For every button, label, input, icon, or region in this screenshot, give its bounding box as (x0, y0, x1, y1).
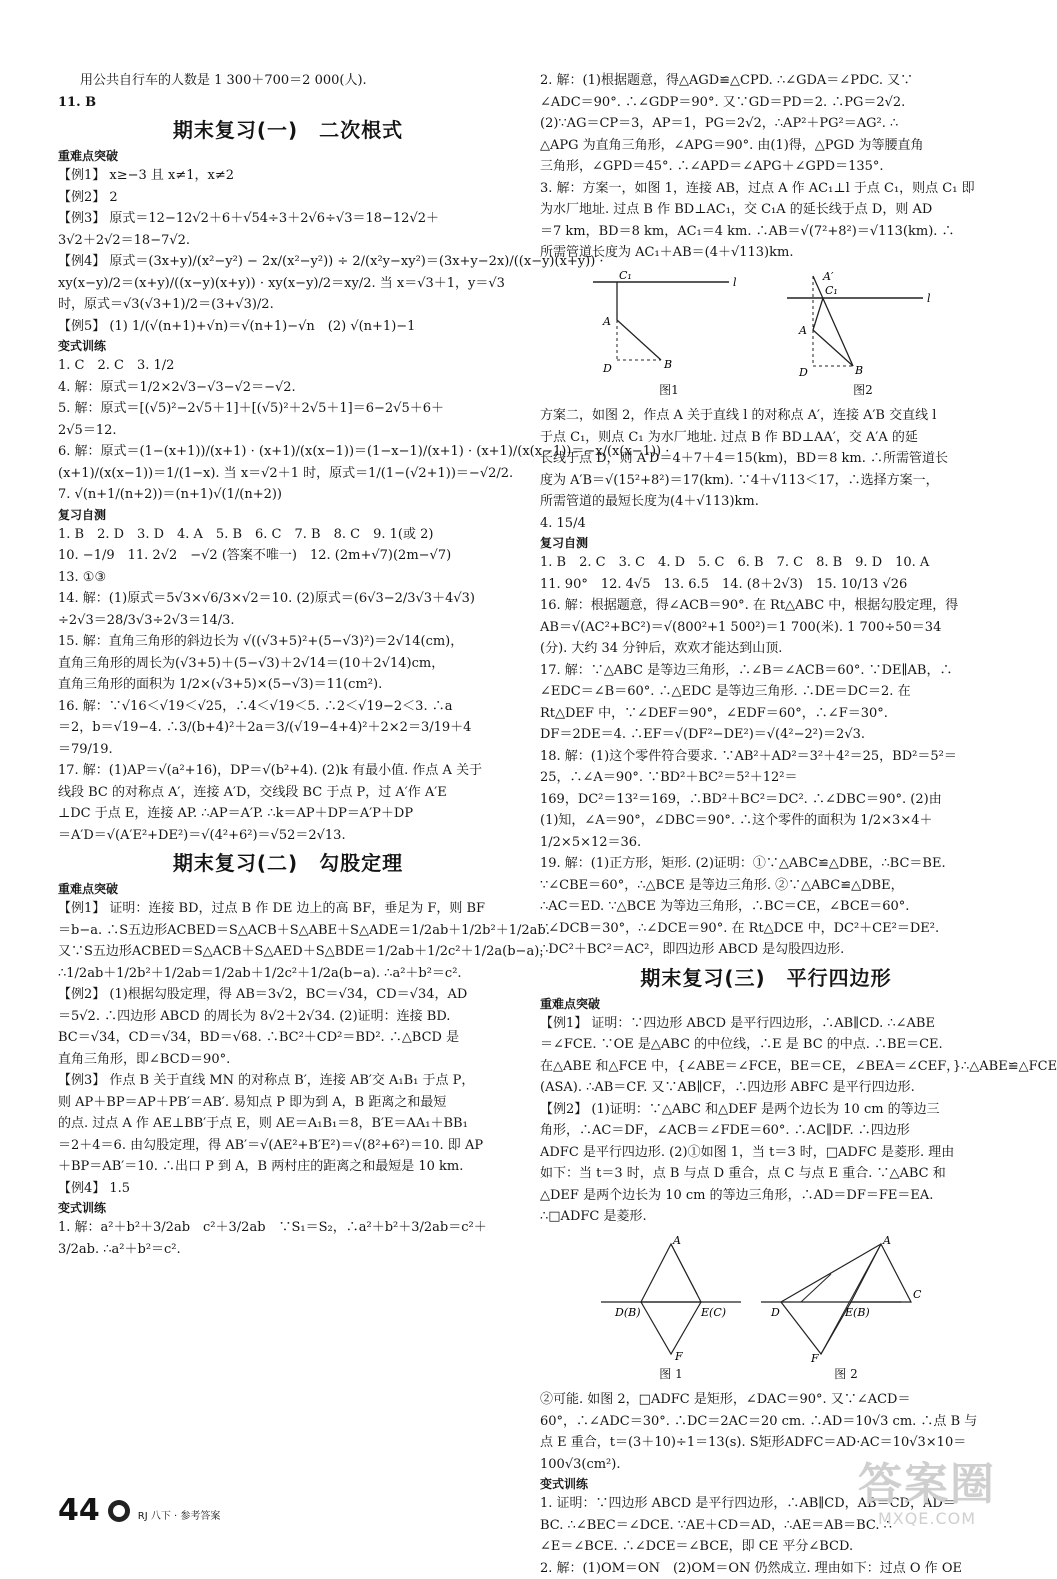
label-f: F (674, 1350, 683, 1363)
label-a: A (882, 1234, 891, 1247)
text-line: 时，原式＝√3(√3+1)/2＝(3+√3)/2. (58, 294, 518, 316)
label-e-b: E(B) (844, 1306, 870, 1319)
text-line: 所需管道长度为 AC₁＋AB＝(4＋√113)km. (540, 242, 992, 264)
rhombus-diagram (601, 1234, 741, 1364)
text-line: 度为 A′B＝√(15²+8²)＝17(km). ∵4＋√113＜17，∴选择方案一， (540, 470, 992, 492)
text-line: 角形，∴AC＝DF，∠ACB＝∠FDE＝60°. ∴AC∥DF. ∴四边形 (540, 1120, 992, 1142)
text-line: 【例2】 (1)根据勾股定理，得 AB＝3√2，BC＝√34，CD＝√34，AD (58, 984, 518, 1006)
rectangle-diagram (761, 1234, 931, 1364)
label-c1: C₁ (619, 269, 632, 282)
section-title-2: 期末复习(二) 勾股定理 (58, 848, 518, 878)
text-line: ＝2，b＝√19−4. ∴3/(b+4)²＋2a＝3/(√19−4+4)²＋2×2＝3/19＋4 (58, 717, 518, 739)
subheading: 变式训练 (540, 1475, 992, 1493)
text-line: 点 E 重合，t＝(3＋10)÷1＝13(s). S矩形ADFC＝AD·AC＝10√3×10＝ (540, 1432, 992, 1454)
text-line: 【例1】 证明：∵四边形 ABCD 是平行四边形，∴AB∥CD. ∴∠ABE (540, 1013, 992, 1035)
label-b: B (663, 358, 672, 371)
text-line: (1)知，∠A＝90°，∠DBC＝90°. ∴这个零件的面积为 1/2×3×4＋ (540, 810, 992, 832)
text-line: ＝79/19. (58, 739, 518, 761)
page-footer (58, 1496, 220, 1526)
text-line: ＝7 km，BD＝8 km，AC₁＝4 km. ∴AB＝√(7²+8²)＝√113(km). ∴ (540, 221, 992, 243)
text-line: ADFC 是平行四边形. (2)①如图 1，当 t＝3 时，□ADFC 是菱形. 理由 (540, 1142, 992, 1164)
text-line: xy(x−y)/2＝(x+y)/((x−y)(x+y)) · xy(x−y)/2＝xy/2. 当 x＝√3＋1，y＝√3 (58, 273, 518, 295)
label-b: B (854, 364, 863, 377)
figure-triangles-2 (761, 1234, 931, 1386)
text-line: 6. 解：原式＝(1−(x+1))/(x+1) · (x+1)/(x(x−1))＝(1−x−1)/(x+1) · (x+1)/(x(x−1))＝−x/(x(x−1)) · (58, 441, 518, 463)
right-body-1 (540, 70, 992, 264)
figure-g1-caption: 图 1 (601, 1364, 741, 1386)
text-line: 【例5】 (1) 1/(√(n+1)+√n)＝√(n+1)−√n (2) √(n+1)−1 (58, 316, 518, 338)
text-line: 【例1】 证明：连接 BD，过点 B 作 DE 边上的高 BF，垂足为 F，则 BF (58, 898, 518, 920)
label-e-c: E(C) (700, 1306, 726, 1319)
text-line: (分). 大约 34 分钟后，欢欢才能达到山顶. (540, 638, 992, 660)
figure-1-caption: 图1 (589, 380, 749, 402)
text-line: 1. 证明：∵四边形 ABCD 是平行四边形，∴AB∥CD，AB＝CD，AD＝ (540, 1493, 992, 1515)
text-line: 直角三角形的周长为(√3+5)＋(5−√3)＋2√14＝(10＋2√14)cm， (58, 653, 518, 675)
text-line: 又∵S五边形ACBED＝S△ACB＋S△AED＋S△BDE＝1/2ab＋1/2c²＋1/2a(b−a)， (58, 941, 518, 963)
label-c1: C₁ (825, 284, 838, 297)
text-line: ∠E＝∠BCE. ∴∠DCE＝∠BCE，即 CE 平分∠BCD. (540, 1536, 992, 1558)
text-line: △DEF 是两个边长为 10 cm 的等边三角形，∴AD＝DF＝FE＝EA. (540, 1185, 992, 1207)
text-line: ＝5√2. ∴四边形 ABCD 的周长为 8√2＋2√34. (2)证明：连接 BD. (58, 1006, 518, 1028)
figure-1-scheme-one (589, 270, 749, 402)
water-plant-diagram-2 (783, 270, 943, 380)
text-line: ＝A′D＝√(A′E²+DE²)＝√(4²+6²)＝√52＝2√13. (58, 825, 518, 847)
text-line: 方案二，如图 2，作点 A 关于直线 l 的对称点 A′，连接 A′B 交直线 l (540, 405, 992, 427)
text-line: 11. 90° 12. 4√5 13. 6.5 14. (8＋2√3) 15. 10/13 √26 (540, 574, 992, 596)
text-line: 【例3】 作点 B 关于直线 MN 的对称点 B′，连接 AB′交 A₁B₁ 于点 P， (58, 1070, 518, 1092)
right-column (540, 70, 992, 1579)
section-3-body-1 (540, 995, 992, 1228)
text-line: 【例2】 2 (58, 187, 518, 209)
text-line: 则 AP＋BP＝AP＋PB′＝AB′. 易知点 P 即为到 A，B 距离之和最短 (58, 1092, 518, 1114)
label-a: A (602, 315, 611, 328)
footer-text: RJ 八下 · 参考答案 (138, 1507, 221, 1522)
figure-2-caption: 图2 (783, 380, 943, 402)
text-line: 1. B 2. D 3. D 4. A 5. B 6. C 7. B 8. C 9. 1(或 2) (58, 524, 518, 546)
text-line: 4. 解：原式＝1/2×2√3−√3−√2＝−√2. (58, 377, 518, 399)
text-line: 3. 解：方案一，如图 1，连接 AB，过点 A 作 AC₁⊥l 于点 C₁，则点 C₁ 即 (540, 178, 992, 200)
text-line: 3/2ab. ∴a²＋b²＝c². (58, 1239, 518, 1261)
subheading: 复习自测 (540, 534, 992, 552)
label-a: A (798, 324, 807, 337)
text-line: ②可能. 如图 2，□ADFC 是矩形，∠DAC＝90°. 又∵∠ACD＝ (540, 1389, 992, 1411)
label-l: l (733, 276, 737, 289)
water-plant-diagram-1 (589, 270, 749, 380)
label-a-prime: A′ (822, 270, 834, 283)
subheading: 复习自测 (58, 506, 518, 524)
text-line: (2)∵AG＝CP＝3，AP＝1，PG＝2√2，∴AP²＋PG²＝AG². ∴ (540, 113, 992, 135)
text-line: 2. 解：(1)根据题意，得△AGD≌△CPD. ∴∠GDA＝∠PDC. 又∵ (540, 70, 992, 92)
section-1-body (58, 147, 518, 846)
text-line: 的点. 过点 A 作 AE⊥BB′于点 E，则 AE＝A₁B₁＝8，B′E＝AA₁＋BB₁ (58, 1113, 518, 1135)
text-line: 10. −1/9 11. 2√2 −√2 (答案不唯一) 12. (2m+√7)(2m−√7) (58, 545, 518, 567)
text-line: 直角三角形，即∠BCD＝90°. (58, 1049, 518, 1071)
subheading: 变式训练 (58, 337, 518, 355)
text-line: 4. 15/4 (540, 513, 992, 535)
label-d-b: D(B) (614, 1306, 641, 1319)
text-line: 在△ABE 和△FCE 中，{∠ABE＝∠FCE，BE＝CE，∠BEA＝∠CEF，}∴△ABE≌△FCE (540, 1056, 992, 1078)
section-title-3: 期末复习(三) 平行四边形 (540, 963, 992, 993)
text-line: 7. √(n+1/(n+2))＝(n+1)√(1/(n+2)) (58, 484, 518, 506)
text-line: 【例4】 原式＝(3x+y)/(x²−y²) − 2x/(x²−y²)) ÷ 2/(x²y−xy²)＝(3x+y−2x)/((x−y)(x+y)) · (58, 251, 518, 273)
mascot-icon (108, 1500, 130, 1522)
text-line: 18. 解：(1)这个零件符合要求. ∵AB²＋AD²＝3²＋4²＝25，BD²＝5²＝ (540, 746, 992, 768)
text-line: AB＝√(AC²+BC²)＝√(800²+1 500²)＝1 700(米). 1 700÷50＝34 (540, 617, 992, 639)
text-line: 为水厂地址. 过点 B 作 BD⊥AC₁，交 C₁A 的延长线于点 D，则 AD (540, 199, 992, 221)
text-line: 25，∴∠A＝90°. ∵BD²＋BC²＝5²＋12²＝ (540, 767, 992, 789)
watermark-url: MXQE.COM (858, 1509, 996, 1528)
label-f: F (810, 1352, 819, 1365)
figure-triangles-1 (601, 1234, 741, 1386)
watermark-logo: 答案圈 (858, 1461, 996, 1509)
text-line: ∴DC²＋BC²＝AC²，即四边形 ABCD 是勾股四边形. (540, 939, 992, 961)
section-2-body (58, 880, 518, 1260)
label-d: D (798, 366, 808, 379)
section-title-1: 期末复习(一) 二次根式 (58, 115, 518, 145)
text-line: Rt△DEF 中，∵∠DEF＝90°，∠EDF＝60°，∴∠F＝30°. (540, 703, 992, 725)
figure-2-scheme-two (783, 270, 943, 402)
text-line: 169，DC²＝13²＝169，∴BD²＋BC²＝DC². ∴∠DBC＝90°. (2)由 (540, 789, 992, 811)
label-c: C (913, 1288, 922, 1301)
text-line: 3√2＋2√2＝18−7√2. (58, 230, 518, 252)
text-line: (x+1)/(x(x−1))＝1/(1−x). 当 x＝√2＋1 时，原式＝1/(1−(√2+1))＝−√2/2. (58, 463, 518, 485)
figure-row-1 (540, 270, 992, 402)
text-line: 1. B 2. C 3. C 4. D 5. C 6. B 7. C 8. B 9. D 10. A (540, 552, 992, 574)
text-line: 长线于点 D，则 A′D＝4＋7＋4＝15(km)，BD＝8 km. ∴所需管道长 (540, 448, 992, 470)
text-line: 2. 解：(1)OM＝ON (2)OM＝ON 仍然成立. 理由如下：过点 O 作 OE (540, 1558, 992, 1579)
text-line: BC. ∴∠BEC＝∠DCE. ∵AE＋CD＝AD，∴AE＝AB＝BC. ∴ (540, 1515, 992, 1537)
subheading: 重难点突破 (58, 147, 518, 165)
text-line: 13. ①③ (58, 567, 518, 589)
text-line: BC＝√34，CD＝√34，BD＝√68. ∴BC²＋CD²＝BD². ∴△BCD 是 (58, 1027, 518, 1049)
text-line: 三角形，∠GPD＝45°. ∴∠APD＝∠APG＋∠GPD＝135°. (540, 156, 992, 178)
text-line: 15. 解：直角三角形的斜边长为 √((√3+5)²+(5−√3)²)＝2√14(cm)， (58, 631, 518, 653)
text-line: ＋BP＝AB′＝10. ∴出口 P 到 A，B 两村庄的距离之和最短是 10 km. (58, 1156, 518, 1178)
text-line: ∴AC＝ED. ∵△BCE 为等边三角形，∴BC＝CE，∠BCE＝60°. (540, 896, 992, 918)
figure-g2-caption: 图 2 (761, 1364, 931, 1386)
text-line: 1. 解：a²＋b²＋3/2ab c²＋3/2ab ∵S₁＝S₂，∴a²＋b²＋3/2ab＝c²＋ (58, 1217, 518, 1239)
text-line: 【例4】 1.5 (58, 1178, 518, 1200)
text-line: 1/2×5×12＝36. (540, 832, 992, 854)
text-line: ÷2√3＝28/3√3÷2√3＝14/3. (58, 610, 518, 632)
text-line: 2√5＝12. (58, 420, 518, 442)
text-line: 17. 解：∵△ABC 是等边三角形，∴∠B＝∠ACB＝60°. ∵DE∥AB，∴ (540, 660, 992, 682)
text-line: 【例1】 x≥−3 且 x≠1，x≠2 (58, 165, 518, 187)
subheading: 变式训练 (58, 1199, 518, 1217)
right-body-2 (540, 405, 992, 961)
text-line: ⊥DC 于点 E，连接 AP. ∴AP＝A′P. ∴k＝AP＋DP＝A′P＋DP (58, 803, 518, 825)
text-line: △APG 为直角三角形，∠APG＝90°. 由(1)得，△PGD 为等腰直角 (540, 135, 992, 157)
text-line: 11. B (58, 92, 518, 114)
page-number: 44 (58, 1496, 100, 1526)
text-line: ＝∠FCE. ∵OE 是△ABC 的中位线，∴E 是 BC 的中点. ∴BE＝CE. (540, 1034, 992, 1056)
text-line: 60°，∴∠ADC＝30°. ∴DC＝2AC＝20 cm. ∴AD＝10√3 cm. ∴点 B 与 (540, 1411, 992, 1433)
text-line: 16. 解：根据题意，得∠ACB＝90°. 在 Rt△ABC 中，根据勾股定理，得 (540, 595, 992, 617)
text-line: 19. 解：(1)正方形，矩形. (2)证明：①∵△ABC≌△DBE，∴BC＝BE. (540, 853, 992, 875)
text-line: ＝b−a. ∴S五边形ACBED＝S△ACB＋S△ABE＋S△ADE＝1/2ab＋1/2b²＋1/2ab. (58, 920, 518, 942)
label-l: l (927, 292, 931, 305)
text-line: 16. 解：∵√16＜√19＜√25，∴4＜√19＜5. ∴2＜√19−2＜3. ∴a (58, 696, 518, 718)
text-line: DF＝2DE＝4. ∴EF＝√(DF²−DE²)＝√(4²−2²)＝2√3. (540, 724, 992, 746)
text-line: 14. 解：(1)原式＝5√3×√6/3×√2＝10. (2)原式＝(6√3−2/3√3＋4√3) (58, 588, 518, 610)
text-line: 【例3】 原式＝12−12√2＋6＋√54÷3＋2√6÷√3＝18−12√2＋ (58, 208, 518, 230)
text-line: 1. C 2. C 3. 1/2 (58, 355, 518, 377)
text-line: 100√3(cm²). (540, 1454, 992, 1476)
text-line: ∴1/2ab＋1/2b²＋1/2ab＝1/2ab＋1/2c²＋1/2a(b−a). ∴a²＋b²＝c². (58, 963, 518, 985)
text-line: 于点 C₁，则点 C₁ 为水厂地址. 过点 B 作 BD⊥AA′，交 A′A 的延 (540, 427, 992, 449)
text-line: 【例2】 (1)证明：∵△ABC 和△DEF 是两个边长为 10 cm 的等边三 (540, 1099, 992, 1121)
left-column (58, 70, 518, 1260)
text-line: 线段 BC 的对称点 A′，连接 A′D，交线段 BC 于点 P，过 A′作 A′E (58, 782, 518, 804)
text-line: ∴□ADFC 是菱形. (540, 1206, 992, 1228)
text-line: 如下：当 t＝3 时，点 B 与点 D 重合，点 C 与点 E 重合. ∵△ABC 和 (540, 1163, 992, 1185)
text-line: ∠ADC＝90°. ∴∠GDP＝90°. 又∵GD＝PD＝2. ∴PG＝2√2. (540, 92, 992, 114)
text-line: 所需管道的最短长度为(4＋√113)km. (540, 491, 992, 513)
text-line: 17. 解：(1)AP＝√(a²+16)，DP＝√(b²+4). (2)k 有最小值. 作点 A 关于 (58, 760, 518, 782)
text-line: ＝2＋4＝6. 由勾股定理，得 AB′＝√(AE²+B′E²)＝√(8²+6²)＝10. 即 AP (58, 1135, 518, 1157)
label-a: A (672, 1234, 681, 1247)
text-line: ∵∠DCB＝30°，∴∠DCE＝90°. 在 Rt△DCE 中，DC²＋CE²＝DE². (540, 918, 992, 940)
label-d: D (602, 362, 612, 375)
text-line: ∵∠CBE＝60°，∴△BCE 是等边三角形. ②∵△ABC≌△DBE， (540, 875, 992, 897)
subheading: 重难点突破 (540, 995, 992, 1013)
text-line: 直角三角形的面积为 1/2×(√3+5)×(5−√3)＝11(cm²). (58, 674, 518, 696)
text-line: 5. 解：原式＝[(√5)²−2√5＋1]＋[(√5)²＋2√5＋1]＝6−2√5＋6＋ (58, 398, 518, 420)
subheading: 重难点突破 (58, 880, 518, 898)
figure-row-2 (540, 1234, 992, 1386)
text-line: ∠EDC＝∠B＝60°. ∴△EDC 是等边三角形. ∴DE＝DC＝2. 在 (540, 681, 992, 703)
label-d: D (770, 1306, 780, 1319)
text-line: (ASA). ∴AB＝CF. 又∵AB∥CF，∴四边形 ABFC 是平行四边形. (540, 1077, 992, 1099)
watermark (858, 1461, 996, 1528)
text-line: 用公共自行车的人数是 1 300＋700＝2 000(人). (58, 70, 518, 92)
